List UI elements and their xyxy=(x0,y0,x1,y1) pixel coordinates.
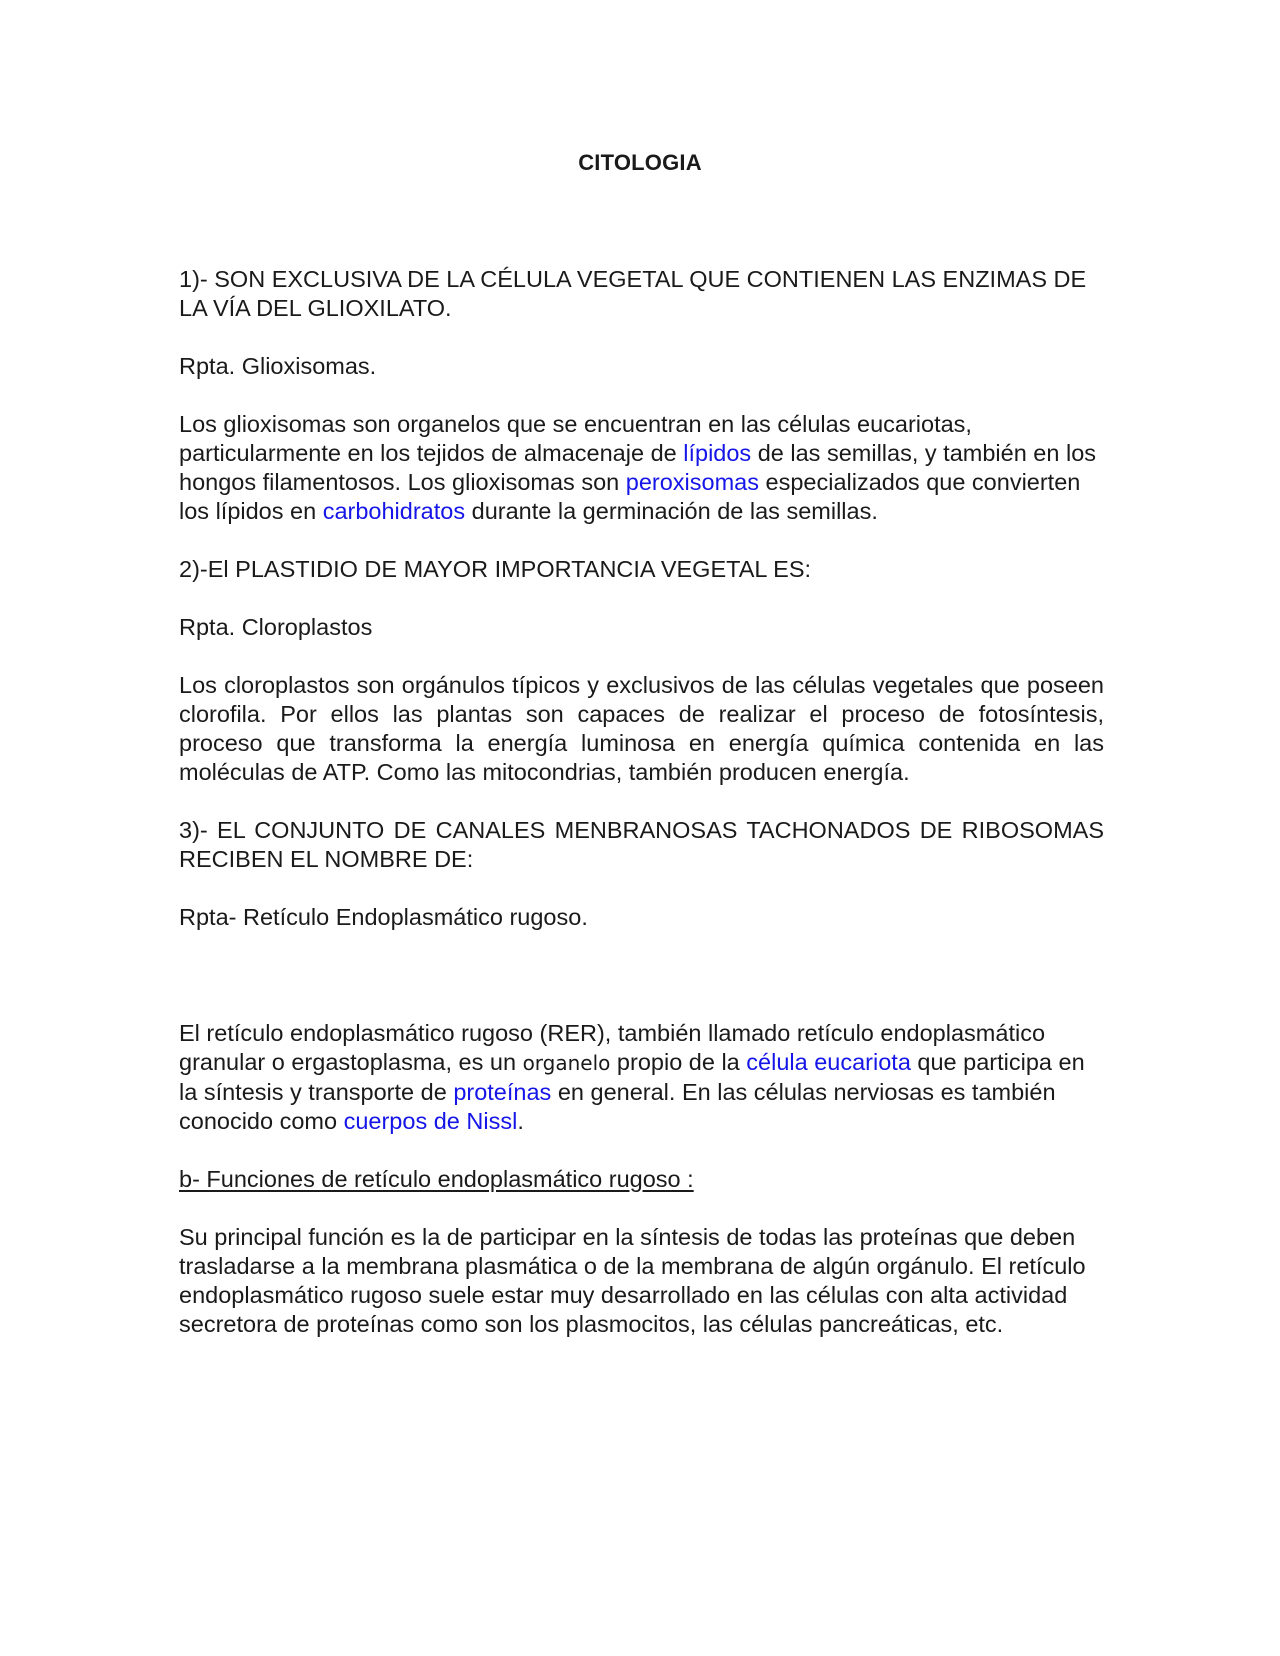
link-carbohidratos[interactable]: carbohidratos xyxy=(322,498,466,524)
link-cuerpos-de-nissl[interactable]: cuerpos de Nissl xyxy=(343,1108,518,1134)
question-2: 2)-El PLASTIDIO DE MAYOR IMPORTANCIA VEGETAL ES: xyxy=(179,556,812,582)
question-3: 3)- EL CONJUNTO DE CANALES MENBRANOSAS TACHONADOS DE RIBOSOMAS RECIBEN EL NOMBRE DE: xyxy=(179,817,1104,872)
answer-2: Rpta. Cloroplastos xyxy=(179,614,373,640)
question-1: 1)- SON EXCLUSIVA DE LA CÉLULA VEGETAL QUE CONTIENEN LAS ENZIMAS DE LA VÍA DEL GLIOXILATO. xyxy=(179,266,1087,321)
answer-3: Rpta- Retículo Endoplasmático rugoso. xyxy=(179,904,588,930)
link-proteinas[interactable]: proteínas xyxy=(453,1079,552,1105)
explanation-2: Los cloroplastos son orgánulos típicos y exclusivos de las células vegetales que poseen clorofila. Por ellos las plantas son capaces de realizar el proceso de fotosíntesis, proceso que transforma la energía luminosa en energía química contenida en las moléculas de ATP. Como las mitocondrias, también producen energía. xyxy=(179,672,1104,785)
page-title: CITOLOGIA xyxy=(578,150,702,175)
answer-1: Rpta. Glioxisomas. xyxy=(179,353,377,379)
link-peroxisomas[interactable]: peroxisomas xyxy=(625,469,759,495)
functions-paragraph: Su principal función es la de participar en la síntesis de todas las proteínas que deben trasladarse a la membrana plasmática o de la membrana de algún orgánulo. El retículo endoplasmático rugoso suele estar muy desarrollado en las células con alta actividad secretora de proteínas como son los plasmocitos, las células pancreáticas, etc. xyxy=(179,1224,1086,1337)
link-lipidos[interactable]: lípidos xyxy=(683,440,752,466)
subheading-funciones: b- Funciones de retículo endoplasmático rugoso : xyxy=(179,1166,694,1192)
explanation-3: El retículo endoplasmático rugoso (RER), también llamado retículo endoplasmático granular o ergastoplasma, es un organelo propio de la célula eucariota que participa en la síntesis y transporte de proteínas en general. En las células nerviosas es también conocido como cuerpos de Nissl. xyxy=(179,1020,1085,1134)
link-celula-eucariota[interactable]: célula eucariota xyxy=(746,1049,911,1075)
document-body xyxy=(179,265,1104,1339)
explanation-1: Los glioxisomas son organelos que se encuentran en las células eucariotas, particularmente en los tejidos de almacenaje de lípidos de las semillas, y también en los hongos filamentosos. Los glioxisomas son peroxisomas especializados que convierten los lípidos en carbohidratos durante la germinación de las semillas. xyxy=(179,411,1097,524)
